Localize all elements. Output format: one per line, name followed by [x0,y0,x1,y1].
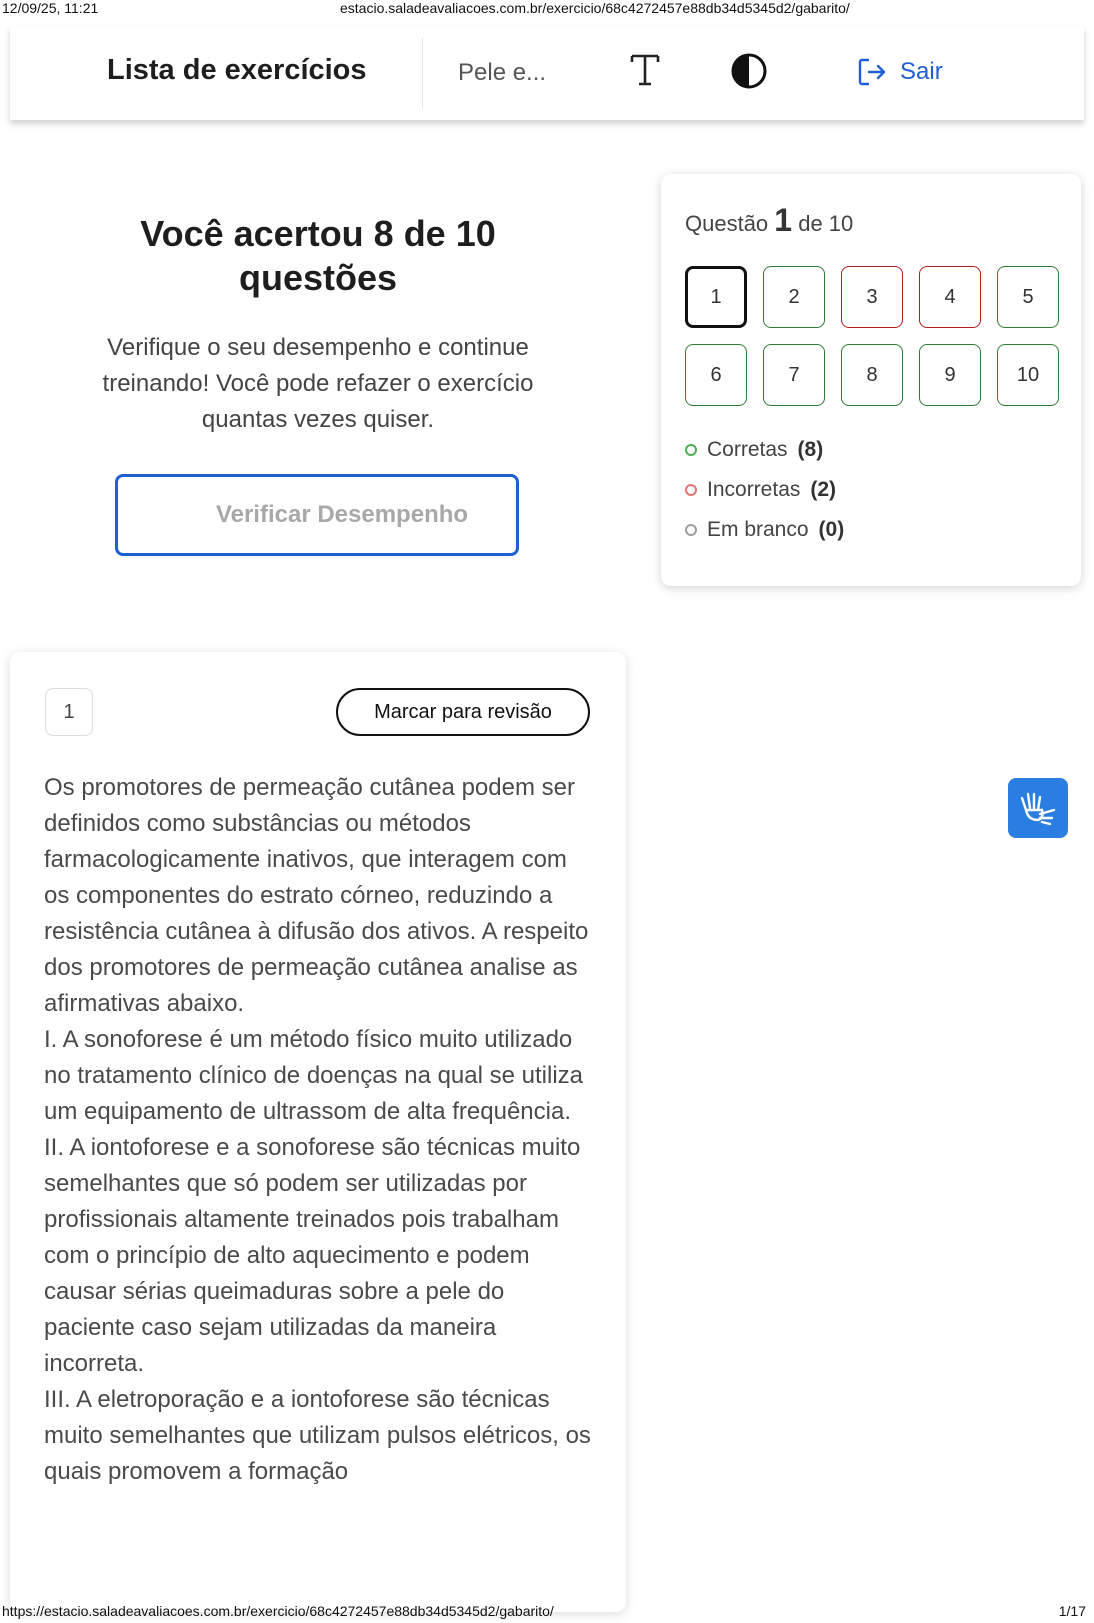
current-question-number: 1 [774,202,793,238]
legend-item [685,430,844,470]
question-nav-button-4[interactable]: 4 [919,266,981,328]
mark-for-review-button[interactable]: Marcar para revisão [336,688,590,736]
question-nav-button-10[interactable]: 10 [997,344,1059,406]
question-nav-button-9[interactable]: 9 [919,344,981,406]
status-dot-icon [685,524,697,536]
status-dot-icon [685,484,697,496]
question-nav-button-5[interactable]: 5 [997,266,1059,328]
question-counter: Questão 1 de 10 [685,202,854,238]
sign-language-button[interactable] [1008,778,1068,838]
question-number-badge: 1 [45,688,93,736]
print-header [0,0,1094,18]
page-title: Lista de exercícios [107,54,367,86]
font-size-icon[interactable] [628,50,662,90]
question-grid [685,266,1065,406]
result-summary [70,212,566,438]
legend-item [685,470,844,510]
contrast-icon[interactable] [730,52,768,90]
verify-performance-button[interactable]: Verificar Desempenho [115,474,519,556]
question-nav-button-7[interactable]: 7 [763,344,825,406]
result-description: Verifique o seu desempenho e continue treinando! Você pode refazer o exercício quantas vezes quiser. [102,334,534,433]
result-title: Você acertou 8 de 10 questões [140,213,496,298]
logout-icon [856,56,888,88]
print-footer [0,1603,1094,1621]
question-nav-button-1[interactable]: 1 [685,266,747,328]
legend-item [685,510,844,550]
question-nav-button-2[interactable]: 2 [763,266,825,328]
statement-paragraph: III. A eletroporação e a iontoforese são técnicas muito semelhantes que utilizam pulsos elétricos, os quais promovem a formação [44,1386,591,1485]
legend-label: Em branco [707,518,809,541]
legend-label: Corretas [707,438,788,461]
question-statement [44,770,592,1490]
print-page-number: 1/17 [1058,1603,1086,1619]
logout-label: Sair [900,58,943,85]
question-nav-button-6[interactable]: 6 [685,344,747,406]
statement-paragraph: I. A sonoforese é um método físico muito utilizado no tratamento clínico de doenças na qual se utiliza um equipamento de ultrassom de alta frequência. [44,1026,584,1125]
top-bar [10,26,1084,120]
question-nav-button-3[interactable]: 3 [841,266,903,328]
statement-paragraph: Os promotores de permeação cutânea podem ser definidos como substâncias ou métodos farmacologicamente inativos, que interagem com os componentes do estrato córneo, reduzindo a resistência cutânea à difusão dos ativos. A respeito dos promotores de permeação cutânea analise as afirmativas abaixo. [44,774,589,1017]
status-dot-icon [685,444,697,456]
sign-language-icon [1018,788,1058,828]
question-navigator [661,174,1081,586]
print-footer-url: https://estacio.saladeavaliacoes.com.br/exercicio/68c4272457e88db34d5345d2/gabarito/ [2,1603,554,1619]
legend-count: (0) [818,518,845,541]
logout-button[interactable] [856,55,943,89]
legend-label: Incorretas [707,478,801,501]
print-datetime: 12/09/25, 11:21 [2,0,99,16]
statement-paragraph: II. A iontoforese e a sonoforese são técnicas muito semelhantes que só podem ser utilizadas por profissionais altamente treinados pois trabalham com o princípio de alto aquecimento e podem causar sérias queimaduras sobre a pele do paciente caso sejam utilizadas da maneira incorreta. [44,1134,581,1377]
question-card [10,652,626,1612]
header-divider [422,38,423,108]
print-header-url: estacio.saladeavaliacoes.com.br/exercicio/68c4272457e88db34d5345d2/gabarito/ [340,0,850,16]
legend-count: (8) [797,438,824,461]
status-legend [685,430,844,550]
question-nav-button-8[interactable]: 8 [841,344,903,406]
legend-count: (2) [810,478,837,501]
subject-name: Pele e... [458,59,547,86]
